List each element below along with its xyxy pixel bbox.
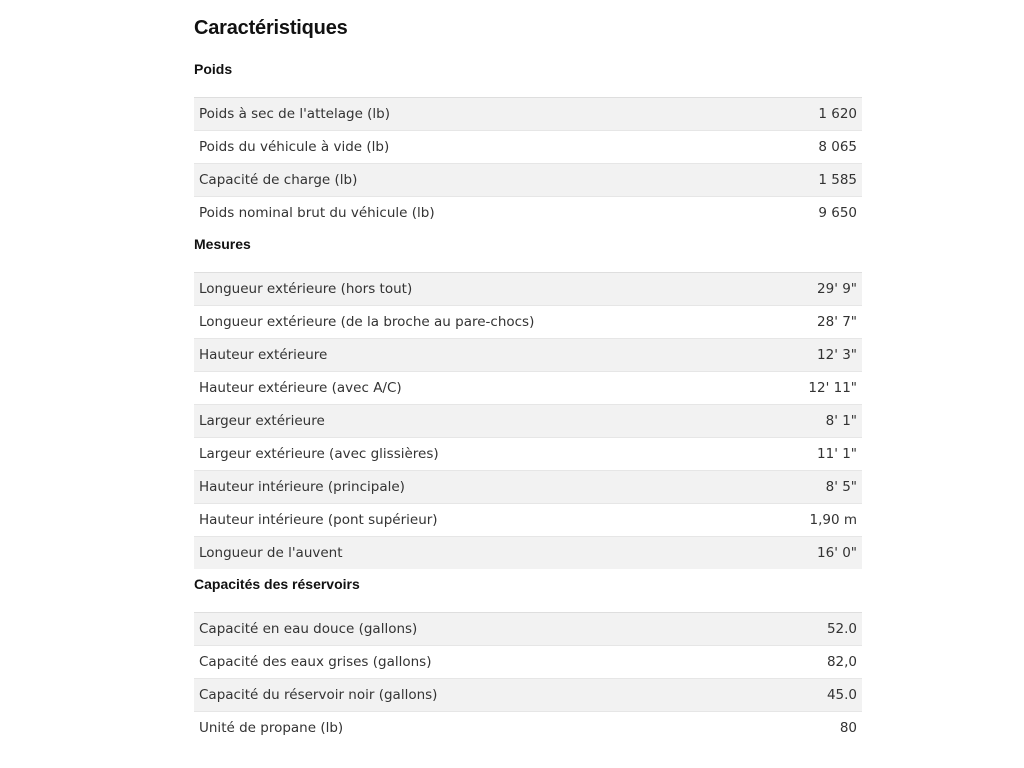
spec-value: 12' 3" [817,347,857,363]
spec-label: Capacité du réservoir noir (gallons) [199,687,438,703]
section-weights [194,56,862,229]
table-row [194,537,862,569]
table-row [194,471,862,504]
table-row [194,504,862,537]
table-row [194,273,862,306]
table-row [194,131,862,164]
spec-table-measurements [194,272,862,569]
spec-table-tanks [194,612,862,744]
spec-value: 82,0 [826,654,857,670]
table-row [194,197,862,229]
spec-value: 8' 1" [825,413,857,429]
spec-value: 80 [839,720,857,736]
table-row [194,339,862,372]
table-row [194,306,862,339]
spec-label: Longueur extérieure (hors tout) [199,281,413,297]
table-row [194,164,862,197]
spec-value: 28' 7" [817,314,857,330]
spec-label: Poids du véhicule à vide (lb) [199,139,390,155]
spec-label: Hauteur extérieure [199,347,328,363]
spec-value: 8 065 [818,139,857,155]
spec-label: Longueur extérieure (de la broche au pare-chocs) [199,314,535,330]
spec-value: 52.0 [826,621,857,637]
section-title: Mesures [194,236,251,252]
table-row [194,712,862,744]
table-row [194,679,862,712]
spec-value: 12' 11" [808,380,857,396]
spec-value: 9 650 [818,205,857,221]
specifications-panel [194,0,862,746]
spec-label: Longueur de l'auvent [199,545,343,561]
spec-value: 45.0 [826,687,857,703]
table-row [194,646,862,679]
section-title: Poids [194,61,233,77]
spec-label: Poids à sec de l'attelage (lb) [199,106,391,122]
page-title: Caractéristiques [194,17,348,39]
table-row [194,372,862,405]
spec-value: 1 585 [818,172,857,188]
spec-label: Poids nominal brut du véhicule (lb) [199,205,435,221]
spec-table-weights [194,97,862,229]
section-measurements [194,231,862,569]
spec-value: 8' 5" [825,479,857,495]
table-row [194,405,862,438]
spec-label: Capacité en eau douce (gallons) [199,621,418,637]
spec-value: 1 620 [818,106,857,122]
spec-value: 1,90 m [809,512,857,528]
spec-label: Capacité de charge (lb) [199,172,358,188]
spec-value: 29' 9" [817,281,857,297]
spec-label: Hauteur intérieure (principale) [199,479,405,495]
spec-label: Largeur extérieure (avec glissières) [199,446,439,462]
table-row [194,98,862,131]
spec-label: Hauteur intérieure (pont supérieur) [199,512,438,528]
spec-label: Hauteur extérieure (avec A/C) [199,380,402,396]
section-tank-capacities [194,571,862,744]
table-row [194,613,862,646]
spec-label: Capacité des eaux grises (gallons) [199,654,432,670]
table-row [194,438,862,471]
spec-label: Largeur extérieure [199,413,325,429]
spec-value: 16' 0" [817,545,857,561]
section-title: Capacités des réservoirs [194,576,360,592]
spec-label: Unité de propane (lb) [199,720,344,736]
spec-value: 11' 1" [817,446,857,462]
